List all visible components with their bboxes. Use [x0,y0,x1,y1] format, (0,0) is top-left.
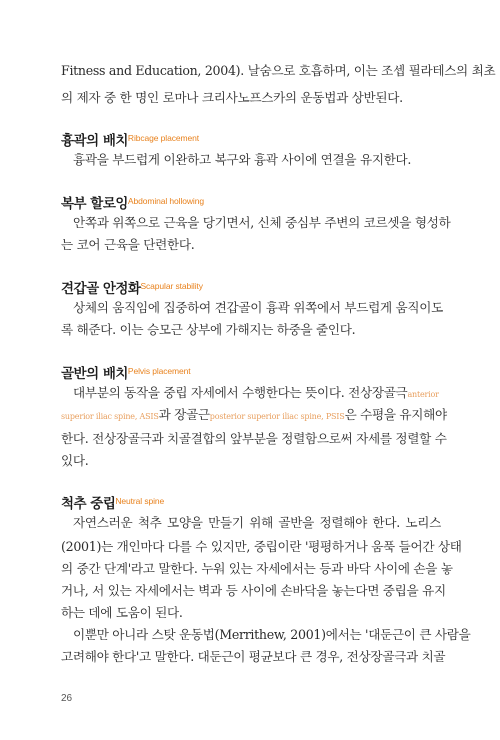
heading-korean: 척추 중립 [61,496,116,512]
body-text-line: Fitness and Education, 2004). 날숨으로 호흡하며, 이는 조셉 필라테스의 최초 [61,63,496,78]
body-text-line: 거나, 서 있는 자세에서는 벽과 등 사이에 손바닥을 놓는다면 중립을 유지 [61,583,446,598]
heading-korean: 견갑골 안정화 [61,281,141,297]
section-heading-neutral-spine [61,492,164,512]
body-text-line: 고려해야 한다'고 말한다. 대둔근이 평균보다 큰 경우, 전상장골극과 치골 [61,649,446,664]
body-text-line: 있다. [61,453,89,468]
latin-term: anterior [407,390,439,399]
heading-korean: 복부 할로잉 [61,196,128,212]
body-text-segment: 대부분의 동작을 중립 자세에서 수행한다는 뜻이다. 전상장골극 [73,385,408,400]
body-text-line: 안쪽과 위쪽으로 근육을 당기면서, 신체 중심부 주변의 코르셋을 형성하 [73,215,451,230]
body-text-line: 하는 데에 도움이 된다. [61,605,183,620]
body-text-line: 록 해준다. 이는 승모근 상부에 가해지는 하중을 줄인다. [61,322,356,337]
heading-english: Neutral spine [115,496,165,506]
latin-term: superior iliac spine, ASIS [61,412,159,421]
body-text-line [61,406,447,426]
body-text-line [73,384,441,404]
page-number: 26 [61,693,73,704]
latin-term: posterior superior iliac spine, PSIS [209,412,345,421]
heading-english: Scapular stability [140,281,203,291]
body-text-line: 의 중간 단계'라고 말한다. 누워 있는 자세에서는 등과 바닥 사이에 손을 놓 [61,561,453,576]
section-heading-scapular [61,277,203,297]
heading-korean: 흉곽의 배치 [61,133,128,149]
section-heading-ribcage [61,129,199,149]
body-text-line: (2001)는 개인마다 다를 수 있지만, 중립이란 '평평하거나 움푹 들어간 상태 [61,539,462,554]
heading-english: Pelvis placement [127,366,191,376]
body-text-line: 의 제자 중 한 명인 로마나 크리사노프스카의 운동법과 상반된다. [61,90,403,105]
body-text-line: 자연스러운 척추 모양을 만들기 위해 골반을 정렬해야 한다. 노리스 [73,515,441,530]
heading-korean: 골반의 배치 [61,366,128,382]
body-text-line: 한다. 전상장골극과 치골결합의 앞부분을 정렬함으로써 자세를 정렬할 수 [61,431,447,446]
heading-english: Abdominal hollowing [127,196,204,206]
body-text-line: 는 코어 근육을 단련한다. [61,237,195,252]
body-text-segment: 은 수평을 유지해야 [344,407,447,422]
body-text-segment: 과 장골근 [158,407,210,422]
section-heading-pelvis [61,362,191,382]
body-text-line: 상체의 움직임에 집중하여 견갑골이 흉곽 위쪽에서 부드럽게 움직이도 [73,300,444,315]
heading-english: Ribcage placement [127,133,199,143]
body-text-line: 흉곽을 부드럽게 이완하고 복구와 흉곽 사이에 연결을 유지한다. [73,152,412,167]
body-text-line: 이뿐만 아니라 스탓 운동법(Merrithew, 2001)에서는 '대둔근이 큰 사람을 [73,627,471,642]
section-heading-abdominal [61,192,204,212]
